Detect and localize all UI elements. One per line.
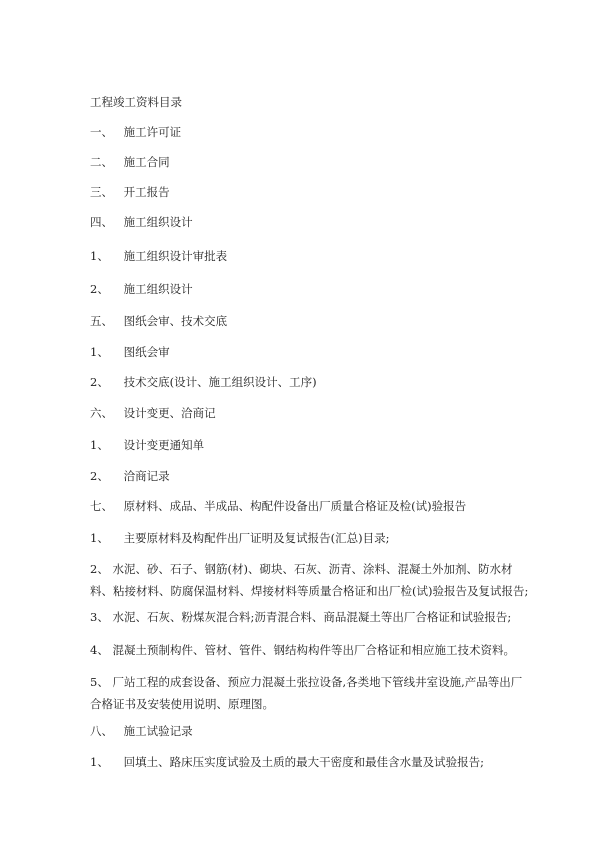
document-title: 工程竣工资料目录 [90, 95, 182, 109]
item-number: 4、 [90, 643, 109, 657]
item-text: 施工组织设计 [123, 215, 193, 229]
item-number: 一、 [90, 125, 113, 139]
list-item [90, 606, 530, 628]
item-text: 施工许可证 [123, 125, 182, 139]
item-text: 图纸会审 [123, 345, 170, 359]
item-text: 施工组织设计 [123, 282, 193, 296]
item-text: 施工合同 [123, 155, 170, 169]
list-item [90, 182, 530, 202]
item-number: 2、 [90, 375, 109, 389]
list-item [90, 246, 530, 266]
item-text: 洽商记录 [123, 469, 170, 483]
item-number: 二、 [90, 155, 113, 169]
item-text: 施工组织设计审批表 [123, 249, 228, 263]
list-item [90, 558, 530, 602]
item-text: 水泥、石灰、粉煤灰混合料;沥青混合料、商品混凝土等出厂合格证和试验报告; [112, 610, 512, 624]
item-number: 八、 [90, 724, 113, 738]
item-number: 六、 [90, 406, 113, 420]
list-item [90, 279, 530, 299]
list-item [90, 342, 530, 362]
list-item [90, 671, 530, 715]
list-item [90, 403, 530, 423]
list-item [90, 466, 530, 486]
item-number: 3、 [90, 610, 109, 624]
item-number: 三、 [90, 185, 113, 199]
item-number: 1、 [90, 438, 109, 452]
item-text: 混凝土预制构件、管材、管件、钢结构构件等出厂合格证和相应施工技术资料。 [112, 643, 515, 657]
item-number: 1、 [90, 249, 109, 263]
item-text: 回填土、路床压实度试验及土质的最大干密度和最佳含水量及试验报告; [123, 755, 485, 769]
item-number: 1、 [90, 755, 109, 769]
list-item [90, 372, 530, 392]
item-number: 2、 [90, 282, 109, 296]
item-number: 5、 [90, 675, 109, 689]
item-text: 施工试验记录 [123, 724, 193, 738]
item-number: 1、 [90, 345, 109, 359]
list-item [90, 122, 530, 142]
list-item [90, 496, 530, 516]
item-text: 开工报告 [123, 185, 170, 199]
item-number: 2、 [90, 469, 109, 483]
list-item [90, 752, 530, 772]
list-item [90, 152, 530, 172]
item-text: 技术交底(设计、施工组织设计、工序) [123, 375, 317, 389]
item-text: 设计变更、洽商记 [123, 406, 216, 420]
list-item [90, 528, 530, 548]
item-text: 厂站工程的成套设备、预应力混凝土张拉设备,各类地下管线井室设施,产品等出厂合格证书及安装使用说明、原理图。 [90, 675, 523, 711]
list-item [90, 721, 530, 741]
item-text: 原材料、成品、半成品、构配件设备出厂质量合格证及检(试)验报告 [123, 499, 467, 513]
item-number: 五、 [90, 314, 113, 328]
item-number: 七、 [90, 499, 113, 513]
item-text: 图纸会审、技术交底 [123, 314, 228, 328]
item-number: 四、 [90, 215, 113, 229]
item-text: 主要原材料及构配件出厂证明及复试报告(汇总)目录; [123, 531, 390, 545]
list-item [90, 212, 530, 232]
list-item [90, 435, 530, 455]
item-number: 2、 [90, 562, 109, 576]
list-item [90, 311, 530, 331]
item-text: 设计变更通知单 [123, 438, 205, 452]
list-item [90, 639, 530, 661]
item-number: 1、 [90, 531, 109, 545]
item-text: 水泥、砂、石子、钢筋(材)、砌块、石灰、沥青、涂料、混凝土外加剂、防水材料、粘接材料、防腐保温材料、焊接材料等质量合格证和出厂检(试)验报告及复试报告; [90, 562, 529, 598]
